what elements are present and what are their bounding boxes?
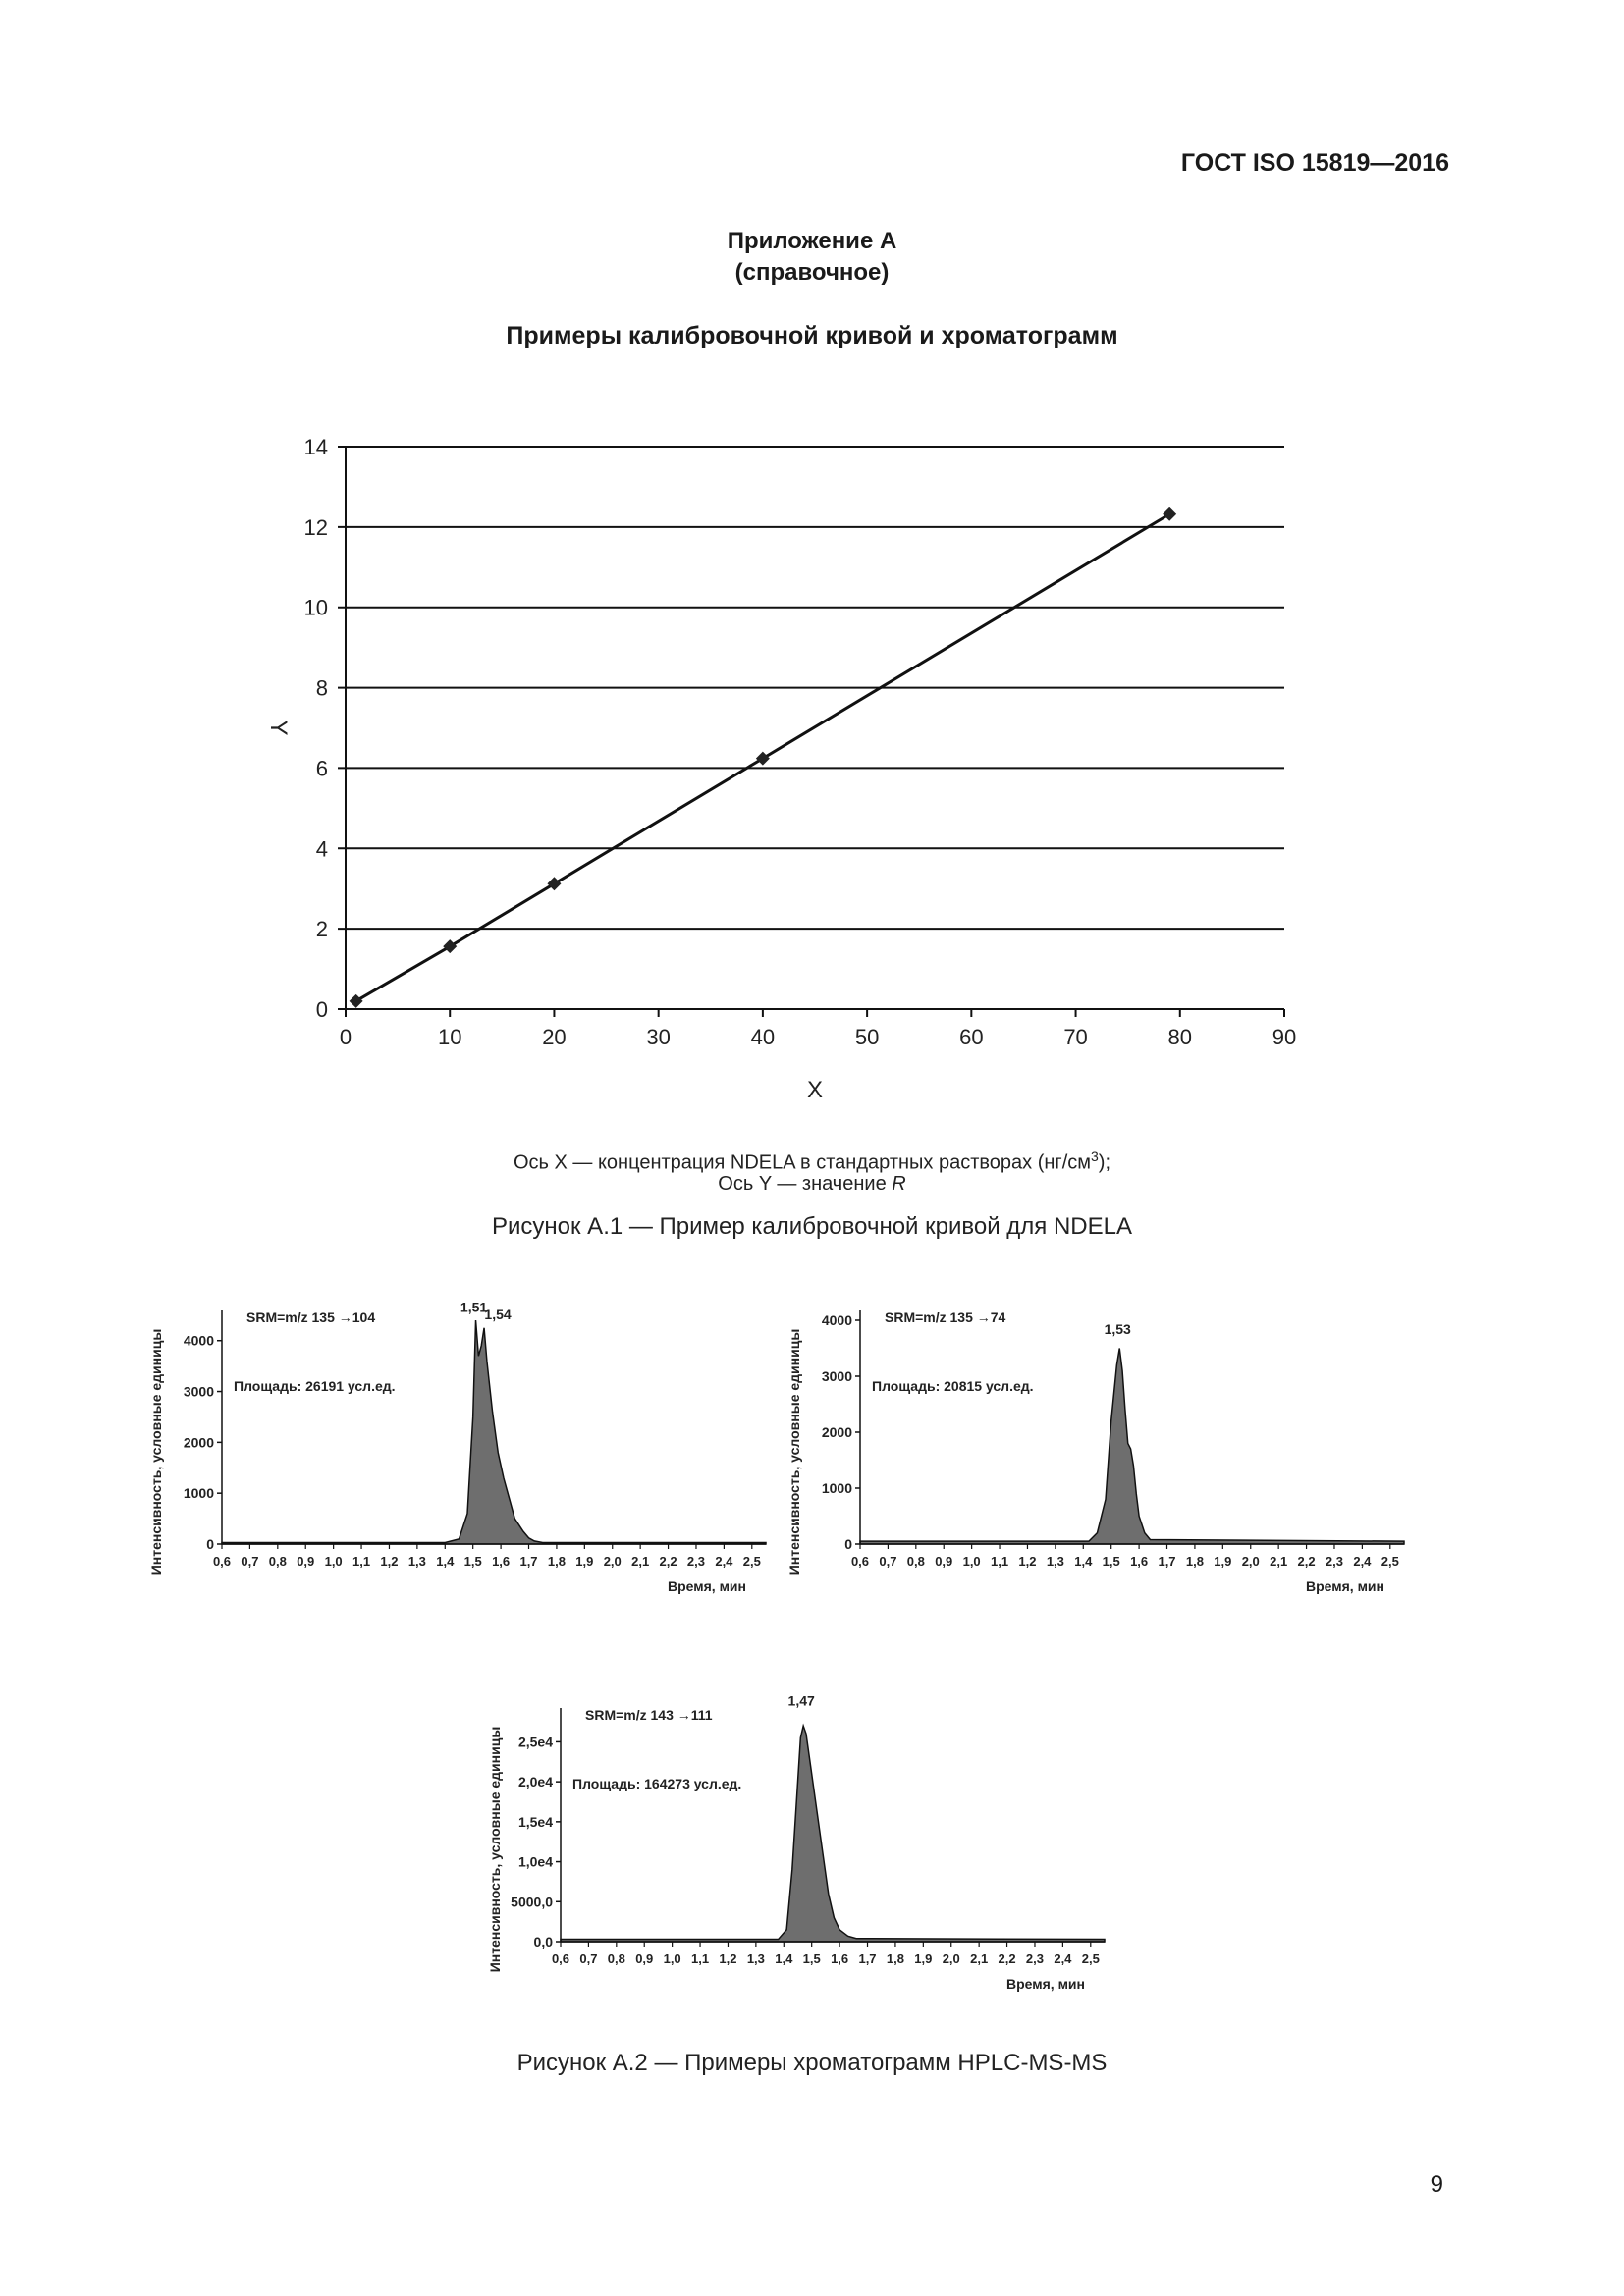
chromatogram-area [561, 1726, 1105, 1942]
x-tick-label: 50 [854, 1025, 880, 1049]
x-tick-label: 2,1 [1270, 1554, 1288, 1569]
data-point [756, 752, 770, 766]
x-tick-label: 2,5 [1380, 1554, 1399, 1569]
y-tick-label: 0 [206, 1536, 214, 1552]
x-tick-label: 1,1 [991, 1554, 1009, 1569]
x-tick-label: 1,0 [663, 1951, 681, 1966]
annex-title: Приложение А [727, 228, 897, 254]
legend-x-text: Ось X — концентрация NDELA в стандартных растворах (нг/см [513, 1151, 1091, 1174]
y-tick-label: 12 [303, 514, 328, 540]
y-tick-label: 1,0e4 [517, 1853, 553, 1870]
y-tick-label: 0 [844, 1536, 852, 1552]
x-tick-label: 2,0 [603, 1554, 622, 1569]
y-tick-label: 14 [303, 435, 328, 459]
x-tick-label: 0,7 [241, 1554, 259, 1569]
srm-label: SRM=m/z 135 →104 [246, 1309, 376, 1325]
x-tick-label: 1,5 [1102, 1554, 1120, 1569]
x-tick-label: 1,9 [1214, 1554, 1232, 1569]
area-label: Площадь: 26191 усл.ед. [234, 1378, 396, 1394]
x-tick-label: 1,4 [775, 1951, 793, 1966]
y-axis-label: Y [265, 720, 292, 736]
y-tick-label: 1000 [183, 1485, 214, 1502]
chromatogram-1 [137, 1291, 785, 1615]
x-tick-label: 1,4 [1074, 1554, 1093, 1569]
data-point [547, 877, 561, 890]
y-tick-label: 4000 [821, 1312, 852, 1328]
y-tick-label: 10 [303, 595, 328, 620]
x-tick-label: 1,2 [380, 1554, 399, 1569]
x-tick-label: 2,5 [1081, 1951, 1100, 1966]
y-axis-label: Интенсивность, условные единицы [148, 1328, 164, 1575]
y-tick-label: 2000 [183, 1434, 214, 1451]
y-tick-label: 5000,0 [511, 1894, 553, 1910]
x-tick-label: 2,5 [742, 1554, 761, 1569]
x-tick-label: 70 [1063, 1025, 1088, 1049]
legend-y-text: Ось Y — значение [718, 1173, 893, 1195]
calibration-chart [236, 422, 1316, 1109]
data-point [443, 939, 457, 953]
y-tick-label: 2,5e4 [517, 1734, 553, 1750]
data-point [350, 994, 363, 1008]
x-tick-label: 1,8 [547, 1554, 566, 1569]
y-tick-label: 8 [315, 675, 328, 701]
x-tick-label: 0,7 [579, 1951, 598, 1966]
x-tick-label: 2,3 [1325, 1554, 1344, 1569]
chromatogram-area [222, 1320, 766, 1544]
x-axis-label: Время, мин [1006, 1976, 1085, 1992]
legend-y-axis [0, 1171, 1624, 1197]
area-label: Площадь: 20815 усл.ед. [872, 1378, 1034, 1394]
x-tick-label: 90 [1272, 1025, 1297, 1049]
annex-heading: Примеры калибровочной кривой и хроматограмм [506, 322, 1118, 349]
x-tick-label: 2,1 [970, 1951, 989, 1966]
x-tick-label: 2,3 [1025, 1951, 1045, 1966]
x-tick-label: 0,6 [212, 1554, 232, 1569]
peak-label: 1,47 [787, 1692, 815, 1709]
y-axis-label: Интенсивность, условные единицы [487, 1726, 503, 1973]
x-tick-label: 1,0 [324, 1554, 343, 1569]
x-tick-label: 1,0 [962, 1554, 981, 1569]
x-tick-label: 0,6 [850, 1554, 870, 1569]
x-tick-label: 60 [959, 1025, 984, 1049]
y-tick-label: 3000 [821, 1368, 852, 1384]
x-tick-label: 0,8 [607, 1951, 625, 1966]
standard-number: ГОСТ ISO 15819—2016 [1180, 149, 1449, 177]
x-tick-label: 2,3 [686, 1554, 706, 1569]
x-axis-label: Время, мин [668, 1578, 746, 1594]
x-tick-label: 1,6 [831, 1951, 849, 1966]
x-tick-label: 80 [1167, 1025, 1193, 1049]
x-tick-label: 2,4 [715, 1554, 733, 1569]
x-tick-label: 40 [750, 1025, 776, 1049]
x-tick-label: 1,9 [914, 1951, 933, 1966]
x-tick-label: 2,0 [942, 1951, 960, 1966]
x-tick-label: 2,0 [1241, 1554, 1260, 1569]
x-tick-label: 2,2 [1297, 1554, 1316, 1569]
chromatogram-3 [476, 1688, 1144, 2012]
y-tick-label: 1,5e4 [517, 1813, 553, 1830]
area-label: Площадь: 164273 усл.ед. [572, 1776, 742, 1791]
y-tick-label: 0,0 [533, 1934, 553, 1949]
x-tick-label: 1,3 [407, 1554, 426, 1569]
x-tick-label: 2,2 [998, 1951, 1016, 1966]
figure-a1-caption: Рисунок А.1 — Пример калибровочной кривой для NDELA [492, 1213, 1132, 1240]
legend-x-tail: ); [1098, 1151, 1111, 1174]
peak-label: 1,53 [1104, 1320, 1131, 1337]
y-tick-label: 6 [315, 756, 328, 781]
srm-label: SRM=m/z 143 →111 [585, 1707, 713, 1723]
y-tick-label: 3000 [183, 1383, 214, 1400]
srm-label: SRM=m/z 135 →74 [885, 1309, 1006, 1325]
x-tick-label: 0,7 [879, 1554, 897, 1569]
x-tick-label: 2,2 [659, 1554, 677, 1569]
page-number: 9 [1430, 2171, 1443, 2198]
y-tick-label: 2000 [821, 1424, 852, 1440]
y-axis-label: Интенсивность, условные единицы [786, 1328, 802, 1575]
x-tick-label: 1,7 [1158, 1554, 1176, 1569]
x-tick-label: 1,2 [1018, 1554, 1037, 1569]
x-axis-label: X [806, 1077, 824, 1103]
x-tick-label: 20 [542, 1025, 567, 1049]
x-tick-label: 0,8 [268, 1554, 287, 1569]
peak-label: 1,54 [484, 1307, 512, 1323]
x-tick-label: 1,7 [519, 1554, 538, 1569]
y-tick-label: 0 [315, 997, 328, 1022]
x-tick-label: 1,2 [719, 1951, 737, 1966]
x-tick-label: 10 [437, 1025, 462, 1049]
x-tick-label: 2,4 [1054, 1951, 1072, 1966]
x-tick-label: 0,9 [635, 1951, 654, 1966]
x-tick-label: 0,8 [906, 1554, 925, 1569]
x-tick-label: 1,9 [575, 1554, 594, 1569]
y-tick-label: 1000 [821, 1480, 852, 1496]
legend-y-variable: R [892, 1173, 906, 1195]
x-axis-label: Время, мин [1306, 1578, 1384, 1594]
x-tick-label: 1,3 [1046, 1554, 1064, 1569]
x-tick-label: 1,5 [802, 1951, 821, 1966]
figure-a2-caption: Рисунок А.2 — Примеры хроматограмм HPLC-MS-MS [516, 2050, 1108, 2076]
x-tick-label: 2,1 [631, 1554, 650, 1569]
x-tick-label: 1,6 [492, 1554, 511, 1569]
peak-label: 1,51 [460, 1299, 488, 1315]
x-tick-label: 0,9 [297, 1554, 315, 1569]
x-tick-label: 1,8 [1185, 1554, 1204, 1569]
x-tick-label: 1,3 [746, 1951, 765, 1966]
x-tick-label: 1,4 [436, 1554, 455, 1569]
x-tick-label: 1,8 [886, 1951, 904, 1966]
x-tick-label: 30 [646, 1025, 671, 1049]
y-tick-label: 2,0e4 [517, 1774, 553, 1790]
y-tick-label: 2 [315, 917, 328, 942]
x-tick-label: 2,4 [1353, 1554, 1372, 1569]
x-tick-label: 0,9 [935, 1554, 953, 1569]
data-point [1163, 507, 1176, 521]
y-tick-label: 4 [315, 836, 328, 862]
legend-x-sup: 3 [1091, 1148, 1099, 1164]
x-tick-label: 1,7 [858, 1951, 877, 1966]
annex-status: (справочное) [734, 259, 890, 286]
y-tick-label: 4000 [183, 1332, 214, 1349]
x-tick-label: 1,5 [463, 1554, 482, 1569]
x-tick-label: 1,1 [691, 1951, 710, 1966]
x-tick-label: 1,1 [352, 1554, 371, 1569]
x-tick-label: 0,6 [551, 1951, 570, 1966]
x-tick-label: 1,6 [1130, 1554, 1149, 1569]
x-tick-label: 0 [339, 1025, 352, 1049]
chromatogram-2 [776, 1291, 1424, 1615]
